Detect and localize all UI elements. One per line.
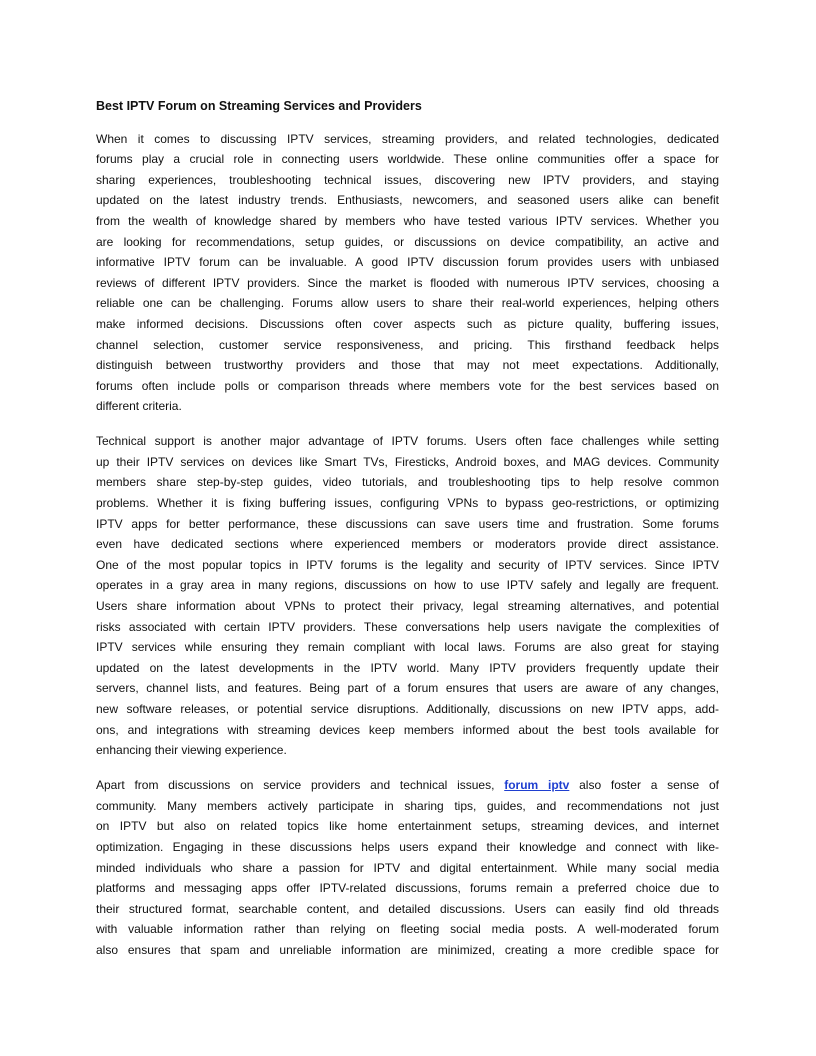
text-line: platforms and messaging apps offer IPTV-related discussions, forums remain a preferred choice due to [96,881,719,896]
text-line: updated on the latest industry trends. Enthusiasts, newcomers, and seasoned users alike can benefit [96,193,719,208]
text-line: different criteria. [96,399,182,414]
text-line: informative IPTV forum can be invaluable. A good IPTV discussion forum provides users with unbiased [96,255,719,270]
text-line: channel selection, customer service responsiveness, and pricing. This firsthand feedback helps [96,337,719,352]
paragraph-community [96,775,719,960]
text-line: ons, and integrations with streaming devices keep members informed about the best tools available for [96,722,719,737]
text-line: sharing experiences, troubleshooting technical issues, discovering new IPTV providers, and staying [96,172,719,187]
text-line: One of the most popular topics in IPTV forums is the legality and security of IPTV services. Since IPTV [96,557,719,572]
text-line: with valuable information rather than relying on fleeting social media posts. A well-moderated forum [96,922,719,937]
paragraph-forums-overview [96,129,719,417]
text-line: Technical support is another major advantage of IPTV forums. Users often face challenges while setting [96,434,719,449]
text-line: forums often include polls or comparison threads where members vote for the best services based on [96,378,719,393]
text-line: community. Many members actively participate in sharing tips, guides, and recommendations not just [96,798,719,813]
text-line: enhancing their viewing experience. [96,743,287,758]
text-line: new software releases, or potential service disruptions. Additionally, discussions on new IPTV apps, add- [96,702,719,717]
forum-iptv-link[interactable]: forum iptv [504,778,570,793]
text-line: their structured format, searchable content, and detailed discussions. Users can easily find old threads [96,901,719,916]
text-line: reviews of different IPTV providers. Since the market is flooded with numerous IPTV services, choosing a [96,275,719,290]
text-line: risks associated with certain IPTV providers. These conversations help users navigate the complexities of [96,619,719,634]
text-line: reliable one can be challenging. Forums allow users to share their real-world experiences, helping others [96,296,719,311]
text-line: are looking for recommendations, setup guides, or discussions on device compatibility, an active and [96,234,719,249]
text-segment: Apart from discussions on service providers and technical issues, [96,778,505,793]
paragraph-technical-support [96,431,719,761]
text-line: problems. Whether it is fixing buffering issues, configuring VPNs to bypass geo-restrictions, or optimizing [96,496,719,511]
text-line: When it comes to discussing IPTV services, streaming providers, and related technologies, dedicated [96,131,719,146]
text-line: members share step-by-step guides, video tutorials, and troubleshooting tips to help resolve common [96,475,719,490]
text-line: on IPTV but also on related topics like home entertainment setups, streaming devices, and internet [96,819,719,834]
text-line [96,775,719,796]
document-page [96,96,719,975]
text-line: also ensures that spam and unreliable information are minimized, creating a more credible space for [96,942,719,957]
text-line: IPTV services while ensuring they remain compliant with local laws. Forums are also great for staying [96,640,719,655]
text-line: make informed decisions. Discussions often cover aspects such as picture quality, buffering issues, [96,316,719,331]
text-line: minded individuals who share a passion for IPTV and digital entertainment. While many social media [96,860,719,875]
text-line: updated on the latest developments in the IPTV world. Many IPTV providers frequently update their [96,660,719,675]
text-line: servers, channel lists, and features. Being part of a forum ensures that users are aware of any changes, [96,681,719,696]
text-line: IPTV apps for better performance, these discussions can save users time and frustration. Some forums [96,516,719,531]
text-line: Users share information about VPNs to protect their privacy, legal streaming alternatives, and potential [96,599,719,614]
text-segment: also foster a sense of [569,778,719,793]
text-line: forums play a crucial role in connecting users worldwide. These online communities offer a space for [96,152,719,167]
text-line: from the wealth of knowledge shared by members who have tested various IPTV services. Whether you [96,213,719,228]
document-title: Best IPTV Forum on Streaming Services and Providers [96,99,422,113]
text-line: even have dedicated sections where experienced members or moderators provide direct assistance. [96,537,719,552]
text-line: optimization. Engaging in these discussions helps users expand their knowledge and connect with like- [96,839,719,854]
text-line: up their IPTV services on devices like Smart TVs, Firesticks, Android boxes, and MAG devices. Community [96,454,719,469]
text-line: distinguish between trustworthy providers and those that may not meet expectations. Additionally, [96,358,719,373]
text-line: operates in a gray area in many regions, discussions on how to use IPTV safely and legally are frequent. [96,578,719,593]
